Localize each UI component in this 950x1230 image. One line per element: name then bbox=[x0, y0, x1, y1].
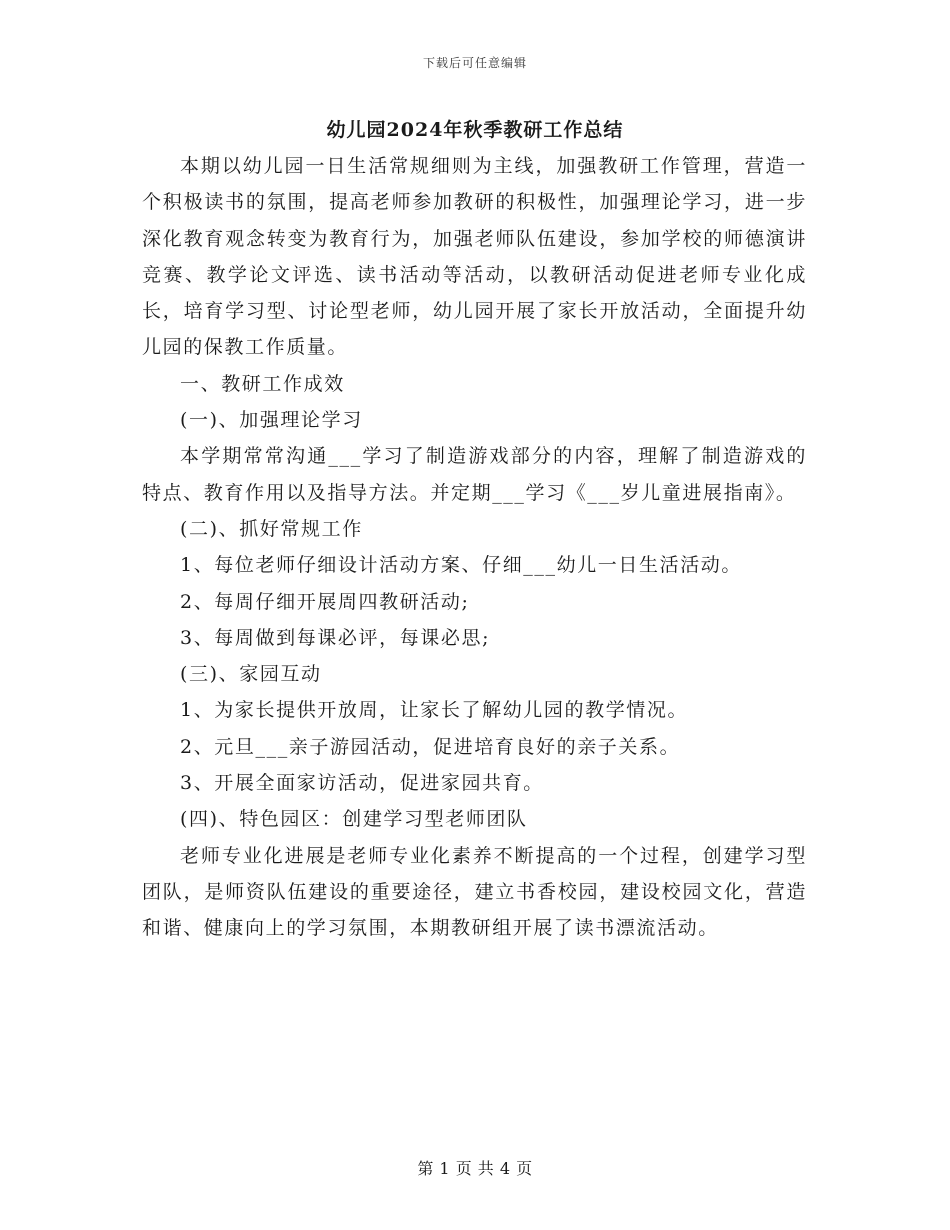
intro-paragraph: 本期以幼儿园一日生活常规细则为主线，加强教研工作管理，营造一个积极读书的氛围，提高老师参加教研的积极性，加强理论学习，进一步深化教育观念转变为教育行为，加强老师队伍建设，参加学校的师德演讲竞赛、教学论文评选、读书活动等活动，以教研活动促进老师专业化成长，培育学习型、讨论型老师，幼儿园开展了家长开放活动，全面提升幼儿园的保教工作质量。 bbox=[142, 155, 807, 359]
list-item: 2、每周仔细开展周四教研活动; bbox=[180, 590, 470, 613]
subsection-heading-1: (一)、加强理论学习 bbox=[180, 409, 363, 432]
paragraph-team-building: 老师专业化进展是老师专业化素养不断提高的一个过程，创建学习型团队，是师资队伍建设的重要途径，建立书香校园，建设校园文化，营造和谐、健康向上的学习氛围，本期教研组开展了读书漂流活动。 bbox=[142, 844, 807, 940]
paragraph-theory-study: 本学期常常沟通___学习了制造游戏部分的内容，理解了制造游戏的特点、教育作用以及指导方法。并定期___学习《___岁儿童进展指南》。 bbox=[142, 445, 807, 504]
list-item: 1、每位老师仔细设计活动方案、仔细___幼儿一日生活活动。 bbox=[180, 554, 742, 577]
subsection-heading-4: (四)、特色园区：创建学习型老师团队 bbox=[180, 808, 528, 831]
document-body bbox=[142, 148, 807, 947]
header-note: 下载后可任意编辑 bbox=[422, 56, 527, 70]
subsection-heading-2: (二)、抓好常规工作 bbox=[180, 517, 363, 540]
list-item: 3、每周做到每课必评，每课必思; bbox=[180, 626, 491, 649]
section-heading-1: 一、教研工作成效 bbox=[180, 372, 345, 395]
page-footer: 第 1 页 共 4 页 bbox=[417, 1159, 533, 1178]
list-item: 2、元旦___亲子游园活动，促进培育良好的亲子关系。 bbox=[180, 735, 681, 758]
list-item: 1、为家长提供开放周，让家长了解幼儿园的教学情况。 bbox=[180, 699, 689, 722]
list-item: 3、开展全面家访活动，促进家园共育。 bbox=[180, 772, 544, 795]
document-title: 幼儿园2024年秋季教研工作总结 bbox=[326, 119, 624, 141]
subsection-heading-3: (三)、家园互动 bbox=[180, 663, 322, 686]
